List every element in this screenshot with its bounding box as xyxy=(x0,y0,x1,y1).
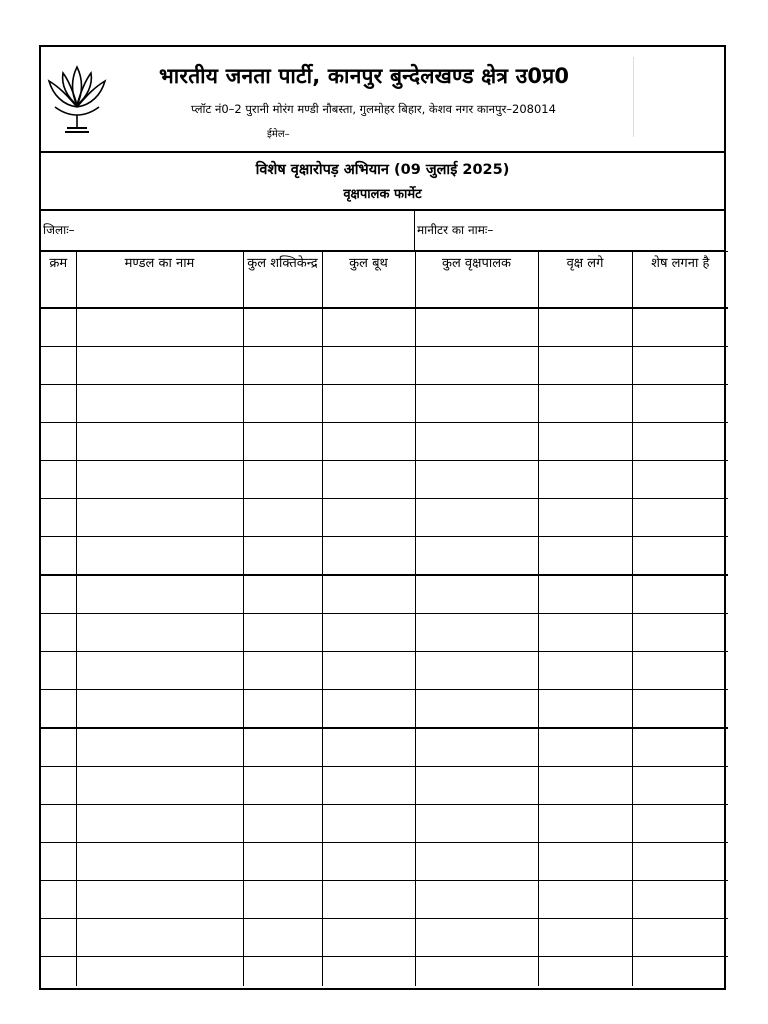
table-row xyxy=(41,728,728,767)
cell-mandal-name[interactable] xyxy=(76,957,243,987)
cell-shaktikendra[interactable] xyxy=(243,347,322,385)
table-row xyxy=(41,805,728,843)
cell-serial[interactable] xyxy=(41,461,76,499)
cell-vrikshapalak[interactable] xyxy=(415,767,538,805)
cell-booth[interactable] xyxy=(322,499,415,537)
cell-mandal-name[interactable] xyxy=(76,767,243,805)
cell-serial[interactable] xyxy=(41,575,76,614)
cell-booth[interactable] xyxy=(322,843,415,881)
cell-shaktikendra[interactable] xyxy=(243,537,322,576)
cell-mandal-name[interactable] xyxy=(76,690,243,729)
table-row xyxy=(41,652,728,690)
cell-shaktikendra[interactable] xyxy=(243,652,322,690)
cell-serial[interactable] xyxy=(41,767,76,805)
cell-mandal-name[interactable] xyxy=(76,537,243,576)
cell-serial[interactable] xyxy=(41,499,76,537)
cell-booth[interactable] xyxy=(322,614,415,652)
table-row xyxy=(41,957,728,987)
cell-serial[interactable] xyxy=(41,385,76,423)
cell-remaining[interactable] xyxy=(632,728,728,767)
cell-booth[interactable] xyxy=(322,919,415,957)
cell-trees-planted[interactable] xyxy=(538,499,632,537)
cell-mandal-name[interactable] xyxy=(76,881,243,919)
column-header-trees-planted: वृक्ष लगे xyxy=(538,252,632,309)
cell-booth[interactable] xyxy=(322,575,415,614)
cell-vrikshapalak[interactable] xyxy=(415,385,538,423)
cell-shaktikendra[interactable] xyxy=(243,308,322,347)
cell-shaktikendra[interactable] xyxy=(243,575,322,614)
cell-shaktikendra[interactable] xyxy=(243,728,322,767)
table-row xyxy=(41,575,728,614)
cell-remaining[interactable] xyxy=(632,423,728,461)
cell-vrikshapalak[interactable] xyxy=(415,499,538,537)
cell-remaining[interactable] xyxy=(632,537,728,576)
email-label: ईमेल– xyxy=(267,129,290,140)
cell-trees-planted[interactable] xyxy=(538,690,632,729)
cell-shaktikendra[interactable] xyxy=(243,881,322,919)
cell-remaining[interactable] xyxy=(632,690,728,729)
cell-booth[interactable] xyxy=(322,385,415,423)
table-row xyxy=(41,461,728,499)
table-row xyxy=(41,537,728,576)
cell-trees-planted[interactable] xyxy=(538,881,632,919)
cell-mandal-name[interactable] xyxy=(76,461,243,499)
cell-serial[interactable] xyxy=(41,957,76,987)
cell-trees-planted[interactable] xyxy=(538,537,632,576)
campaign-title: विशेष वृक्षारोपड़ अभियान (09 जुलाई 2025) xyxy=(255,162,510,178)
cell-mandal-name[interactable] xyxy=(76,308,243,347)
table-row xyxy=(41,499,728,537)
cell-vrikshapalak[interactable] xyxy=(415,805,538,843)
monitor-name-field[interactable]: मानीटर का नामः– xyxy=(417,223,494,237)
cell-booth[interactable] xyxy=(322,461,415,499)
cell-shaktikendra[interactable] xyxy=(243,957,322,987)
campaign-banner xyxy=(41,153,724,211)
cell-shaktikendra[interactable] xyxy=(243,919,322,957)
cell-booth[interactable] xyxy=(322,537,415,576)
table-row xyxy=(41,767,728,805)
cell-trees-planted[interactable] xyxy=(538,461,632,499)
cell-remaining[interactable] xyxy=(632,499,728,537)
column-header-vrikshapalak: कुल वृक्षपालक xyxy=(415,252,538,309)
cell-vrikshapalak[interactable] xyxy=(415,308,538,347)
lotus-logo-icon xyxy=(45,61,109,137)
cell-mandal-name[interactable] xyxy=(76,843,243,881)
cell-booth[interactable] xyxy=(322,805,415,843)
cell-vrikshapalak[interactable] xyxy=(415,537,538,576)
cell-vrikshapalak[interactable] xyxy=(415,881,538,919)
cell-shaktikendra[interactable] xyxy=(243,690,322,729)
cell-remaining[interactable] xyxy=(632,652,728,690)
column-header-remaining: शेष लगना है xyxy=(632,252,728,309)
cell-mandal-name[interactable] xyxy=(76,919,243,957)
cell-remaining[interactable] xyxy=(632,575,728,614)
cell-serial[interactable] xyxy=(41,805,76,843)
cell-remaining[interactable] xyxy=(632,767,728,805)
cell-mandal-name[interactable] xyxy=(76,347,243,385)
cell-vrikshapalak[interactable] xyxy=(415,690,538,729)
cell-booth[interactable] xyxy=(322,690,415,729)
cell-trees-planted[interactable] xyxy=(538,614,632,652)
cell-remaining[interactable] xyxy=(632,805,728,843)
cell-vrikshapalak[interactable] xyxy=(415,614,538,652)
cell-vrikshapalak[interactable] xyxy=(415,423,538,461)
cell-serial[interactable] xyxy=(41,690,76,729)
cell-serial[interactable] xyxy=(41,537,76,576)
cell-serial[interactable] xyxy=(41,423,76,461)
cell-trees-planted[interactable] xyxy=(538,347,632,385)
cell-vrikshapalak[interactable] xyxy=(415,347,538,385)
cell-mandal-name[interactable] xyxy=(76,385,243,423)
cell-mandal-name[interactable] xyxy=(76,652,243,690)
table-row xyxy=(41,308,728,347)
cell-vrikshapalak[interactable] xyxy=(415,843,538,881)
cell-trees-planted[interactable] xyxy=(538,957,632,987)
letterhead xyxy=(41,47,724,153)
cell-vrikshapalak[interactable] xyxy=(415,652,538,690)
table-row xyxy=(41,881,728,919)
table-row xyxy=(41,347,728,385)
cell-remaining[interactable] xyxy=(632,614,728,652)
cell-trees-planted[interactable] xyxy=(538,805,632,843)
district-field[interactable]: जिलाः– xyxy=(43,223,75,237)
cell-trees-planted[interactable] xyxy=(538,728,632,767)
table-header-row xyxy=(41,252,728,309)
cell-trees-planted[interactable] xyxy=(538,575,632,614)
data-table xyxy=(41,251,728,986)
cell-remaining[interactable] xyxy=(632,385,728,423)
cell-shaktikendra[interactable] xyxy=(243,614,322,652)
table-row xyxy=(41,614,728,652)
cell-remaining[interactable] xyxy=(632,881,728,919)
cell-booth[interactable] xyxy=(322,652,415,690)
cell-serial[interactable] xyxy=(41,843,76,881)
cell-trees-planted[interactable] xyxy=(538,843,632,881)
cell-vrikshapalak[interactable] xyxy=(415,575,538,614)
cell-shaktikendra[interactable] xyxy=(243,385,322,423)
divider xyxy=(633,57,634,137)
column-header-mandal-name: मण्डल का नाम xyxy=(76,252,243,309)
divider xyxy=(414,211,415,250)
cell-booth[interactable] xyxy=(322,423,415,461)
cell-booth[interactable] xyxy=(322,881,415,919)
table-row xyxy=(41,423,728,461)
cell-mandal-name[interactable] xyxy=(76,423,243,461)
cell-booth[interactable] xyxy=(322,728,415,767)
cell-serial[interactable] xyxy=(41,347,76,385)
cell-vrikshapalak[interactable] xyxy=(415,728,538,767)
cell-remaining[interactable] xyxy=(632,347,728,385)
cell-mandal-name[interactable] xyxy=(76,575,243,614)
cell-trees-planted[interactable] xyxy=(538,652,632,690)
cell-vrikshapalak[interactable] xyxy=(415,461,538,499)
cell-shaktikendra[interactable] xyxy=(243,461,322,499)
cell-shaktikendra[interactable] xyxy=(243,499,322,537)
table-row xyxy=(41,385,728,423)
cell-serial[interactable] xyxy=(41,614,76,652)
table-row xyxy=(41,919,728,957)
cell-trees-planted[interactable] xyxy=(538,423,632,461)
cell-mandal-name[interactable] xyxy=(76,499,243,537)
cell-serial[interactable] xyxy=(41,308,76,347)
cell-trees-planted[interactable] xyxy=(538,308,632,347)
cell-shaktikendra[interactable] xyxy=(243,843,322,881)
office-address: प्लॉट नं0–2 पुरानी मोरंग मण्डी नौबस्ता, गुलमोहर बिहार, केशव नगर कानपुर–208014 xyxy=(191,102,556,116)
cell-mandal-name[interactable] xyxy=(76,728,243,767)
cell-mandal-name[interactable] xyxy=(76,614,243,652)
cell-trees-planted[interactable] xyxy=(538,919,632,957)
cell-shaktikendra[interactable] xyxy=(243,805,322,843)
campaign-subtitle: वृक्षपालक फार्मेट xyxy=(343,187,422,202)
cell-trees-planted[interactable] xyxy=(538,767,632,805)
column-header-shaktikendra: कुल शक्तिकेन्द्र xyxy=(243,252,322,309)
cell-shaktikendra[interactable] xyxy=(243,423,322,461)
table-row xyxy=(41,690,728,729)
column-header-serial: क्रम xyxy=(41,252,76,309)
cell-remaining[interactable] xyxy=(632,957,728,987)
cell-vrikshapalak[interactable] xyxy=(415,919,538,957)
cell-serial[interactable] xyxy=(41,652,76,690)
organization-title: भारतीय जनता पार्टी, कानपुर बुन्देलखण्ड क्षेत्र उ0प्र0 xyxy=(159,64,570,88)
meta-row xyxy=(41,211,724,251)
form-sheet xyxy=(39,45,726,990)
cell-serial[interactable] xyxy=(41,919,76,957)
cell-booth[interactable] xyxy=(322,308,415,347)
cell-shaktikendra[interactable] xyxy=(243,767,322,805)
cell-remaining[interactable] xyxy=(632,461,728,499)
cell-remaining[interactable] xyxy=(632,308,728,347)
table-row xyxy=(41,843,728,881)
cell-remaining[interactable] xyxy=(632,843,728,881)
cell-booth[interactable] xyxy=(322,347,415,385)
cell-serial[interactable] xyxy=(41,728,76,767)
cell-booth[interactable] xyxy=(322,957,415,987)
cell-trees-planted[interactable] xyxy=(538,385,632,423)
cell-vrikshapalak[interactable] xyxy=(415,957,538,987)
cell-mandal-name[interactable] xyxy=(76,805,243,843)
column-header-booth: कुल बूथ xyxy=(322,252,415,309)
cell-serial[interactable] xyxy=(41,881,76,919)
cell-remaining[interactable] xyxy=(632,919,728,957)
cell-booth[interactable] xyxy=(322,767,415,805)
